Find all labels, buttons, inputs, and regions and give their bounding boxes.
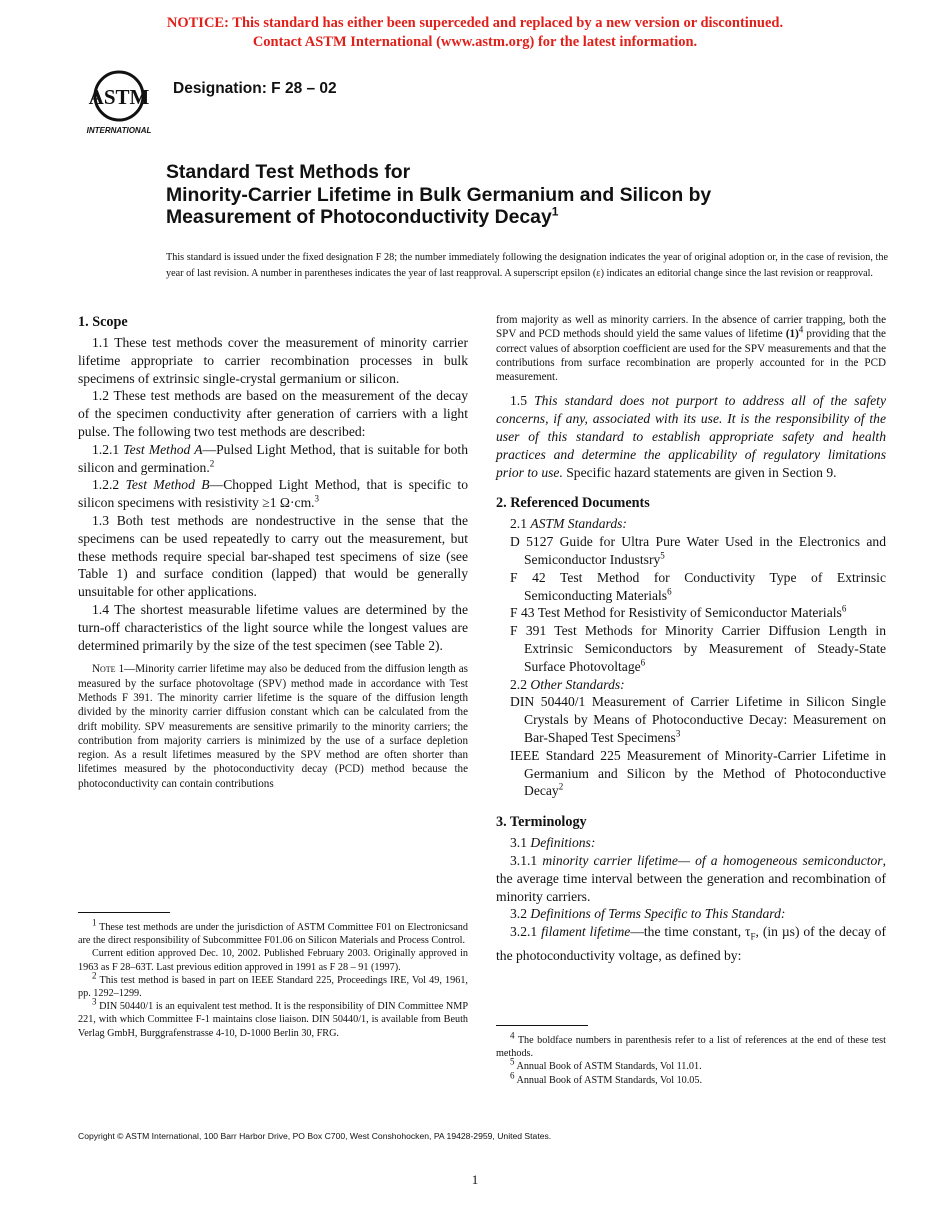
para-2-2 bbox=[496, 676, 886, 694]
logo-text: ASTM bbox=[88, 85, 150, 109]
ref-d5127-fn: 5 bbox=[660, 550, 665, 561]
footnote-6-text: Annual Book of ASTM Standards, Vol 10.05. bbox=[516, 1074, 703, 1086]
note-1-continued bbox=[496, 313, 886, 384]
footnote-2-mark: 2 bbox=[92, 970, 97, 981]
para-3-1 bbox=[496, 834, 886, 852]
ref-f42-text: F 42 Test Method for Conductivity Type of Extrinsic Semiconducting Materials bbox=[510, 569, 886, 603]
para-3-2-1-text-b: , (in µs) of the decay of the photoconductivity voltage, as defined by: bbox=[496, 924, 886, 963]
note-cont-ref: (1) bbox=[785, 328, 799, 341]
footnote-6-mark: 6 bbox=[510, 1070, 515, 1081]
ref-f391-text: F 391 Test Methods for Minority Carrier Diffusion Length in Extrinsic Semiconductors by Measurement of Steady-State Surface Photovoltage bbox=[510, 623, 886, 674]
ref-f43 bbox=[496, 604, 886, 622]
para-1-2: 1.2 These test methods are based on the measurement of the decay of the specimen conductivity after generation of carriers with a light pulse. The following two test methods are described: bbox=[78, 388, 468, 439]
footnote-4-text: The boldface numbers in parenthesis refer to a list of references at the end of these test methods. bbox=[496, 1035, 886, 1060]
para-1-3: 1.3 Both test methods are nondestructive in the sense that the specimens can be used repeatedly to carry out the measurement, but these methods require special bar-shaped test specimens of size (see Table 1) and surface condition (lapped) that would be generally unsuitable for other applications. bbox=[78, 512, 468, 600]
para-1-2-2-label: Test Method B bbox=[125, 477, 210, 493]
para-1-2-2-num: 1.2.2 bbox=[92, 477, 120, 493]
footnotes-left bbox=[78, 917, 469, 1040]
footnote-6 bbox=[496, 1070, 886, 1087]
footnote-3-mark: 3 bbox=[92, 996, 97, 1007]
left-column bbox=[78, 313, 468, 791]
para-3-1-num: 3.1 bbox=[510, 835, 527, 851]
para-3-2-1-text-a: —the time constant, τ bbox=[630, 924, 751, 940]
note-1 bbox=[78, 662, 468, 791]
note-1-label: Note bbox=[92, 663, 116, 676]
ref-d5127 bbox=[496, 533, 886, 569]
footnote-3-text: DIN 50440/1 is an equivalent test method. It is the responsibility of DIN Committee NMP 221, with which Committee F-1 maintains close liaison. DIN 50440/1, is available from Beuth Verlag GmbH, Burggrafenstrasse 4-10, D-1000 Berlin 30, FRG. bbox=[78, 1001, 469, 1039]
ref-f42 bbox=[496, 569, 886, 605]
logo-subtext: INTERNATIONAL bbox=[86, 126, 152, 135]
note-cont-fn: 4 bbox=[798, 324, 804, 335]
para-1-2-2 bbox=[78, 476, 468, 512]
para-3-2 bbox=[496, 905, 886, 923]
footnote-rule-left bbox=[78, 912, 170, 913]
footnote-1-cont: Current edition approved Dec. 10, 2002. Published February 2003. Originally approved in 1963 as F 28–63T. Last previous edition approved in 1991 as F 28 – 91 (1997). bbox=[78, 948, 468, 973]
para-1-5-rest: Specific hazard statements are given in Section 9. bbox=[562, 464, 837, 480]
document-title bbox=[166, 161, 866, 229]
title-line-3 bbox=[166, 206, 866, 229]
page-number: 1 bbox=[471, 1172, 479, 1187]
para-2-2-num: 2.2 bbox=[510, 676, 527, 692]
astm-logo-mark bbox=[80, 70, 158, 136]
title-line-1: Standard Test Methods for bbox=[166, 161, 411, 183]
designation: Designation: F 28 – 02 bbox=[173, 80, 337, 97]
section-2-heading: 2. Referenced Documents bbox=[496, 495, 650, 512]
ref-f43-text: F 43 Test Method for Resistivity of Semiconductor Materials bbox=[510, 605, 842, 621]
footnote-1-text: These test methods are under the jurisdiction of ASTM Committee F01 on Electronicsand are the direct responsibility of Subcommittee F01.06 on Silicon Materials and Process Control. bbox=[78, 922, 468, 947]
footnote-rule-right bbox=[496, 1025, 588, 1026]
title-line-2: Minority-Carrier Lifetime in Bulk Germanium and Silicon by bbox=[166, 183, 712, 206]
para-3-2-1-term: filament lifetime bbox=[541, 924, 631, 940]
para-3-2-1 bbox=[496, 923, 886, 964]
copyright-line: Copyright © ASTM International, 100 Barr Harbor Drive, PO Box C700, West Conshohocken, PA 19428-2959, United States. bbox=[78, 1131, 552, 1141]
footnote-2-text: This test method is based in part on IEEE Standard 225, Proceedings IRE, Vol 49, 1961, pp. 1292–1299. bbox=[78, 974, 468, 1000]
ref-ieee bbox=[496, 747, 886, 800]
issuance-statement: This standard is issued under the fixed designation F 28; the number immediately following the designation indicates the year of original adoption or, in the case of revision, the year of last revision. A number in parentheses indicates the year of last reapproval. A superscript epsilon (ε) indicates an editorial change since the last revision or reapproval. bbox=[166, 252, 888, 279]
footnote-4-mark: 4 bbox=[510, 1030, 515, 1041]
para-1-2-1-num: 1.2.1 bbox=[92, 441, 120, 457]
para-3-2-1-sub: F bbox=[750, 931, 756, 942]
ref-din-text: DIN 50440/1 Measurement of Carrier Lifetime in Silicon Single Crystals by Means of Photoconductive Decay: Measurement on Bar-Shaped Test Specimens bbox=[510, 694, 886, 746]
ref-f391-fn: 6 bbox=[640, 657, 646, 668]
astm-logo bbox=[80, 70, 158, 136]
para-1-2-1-fn: 2 bbox=[209, 458, 215, 469]
ref-din-fn: 3 bbox=[675, 728, 681, 739]
para-1-5-num: 1.5 bbox=[510, 393, 527, 409]
para-3-2-label: Definitions of Terms Specific to This Standard: bbox=[530, 906, 786, 922]
footnote-5 bbox=[496, 1057, 886, 1073]
para-3-1-1-num: 3.1.1 bbox=[510, 853, 538, 869]
note-1-text: 1—Minority carrier lifetime may also be deduced from the diffusion length as measured by the surface photovoltage (SPV) method made in accordance with Test Methods F 391. The minority carrier lifetime is the square of the diffusion length divided by the minority carrier diffusion constant which can be calculated from the drift mobility. SPV measurements are sensitive primarily to the minority carriers; the contribution from majority carriers is minimized by the use of a surface depletion region. As a result lifetimes measured by the SPV method are often shorter than lifetimes measured by the photoconductivity decay (PCD) method because the photoconductivity can contain contributions bbox=[78, 663, 468, 790]
notice-line-2: Contact ASTM International (www.astm.org) for the latest information. bbox=[252, 34, 698, 50]
footnote-5-text: Annual Book of ASTM Standards, Vol 11.01. bbox=[516, 1061, 702, 1073]
footnote-5-mark: 5 bbox=[510, 1057, 515, 1068]
para-3-2-num: 3.2 bbox=[510, 906, 527, 922]
para-3-1-label: Definitions: bbox=[530, 835, 596, 851]
ref-ieee-fn: 2 bbox=[558, 781, 564, 792]
notice-banner bbox=[0, 14, 950, 52]
para-3-1-1-term: minority carrier lifetime— of a homogeneous semiconductor bbox=[542, 853, 883, 869]
ref-d5127-text: D 5127 Guide for Ultra Pure Water Used in the Electronics and Semiconductor Industsry bbox=[510, 534, 886, 568]
para-3-2-1-num: 3.2.1 bbox=[510, 924, 538, 940]
ref-f391 bbox=[496, 622, 886, 675]
footnote-1-mark: 1 bbox=[92, 917, 97, 928]
note-cont-a: from majority as well as minority carriers. In the absence of carrier trapping, both the SPV and PCD methods should yield the same values of lifetime bbox=[496, 314, 886, 341]
footnote-1 bbox=[78, 917, 468, 947]
ref-din bbox=[496, 693, 886, 746]
notice-line-1: NOTICE: This standard has either been superceded and replaced by a new version or discontinued. bbox=[166, 15, 784, 31]
para-2-1-label: ASTM Standards: bbox=[530, 516, 627, 532]
ref-f43-fn: 6 bbox=[841, 603, 847, 614]
note-cont-b: providing that the correct values of absorption coefficient are used for the SPV measurements and that the contributions from surface recombination are properly accounted for in the PCD measurement. bbox=[496, 328, 886, 384]
para-3-1-1 bbox=[496, 852, 886, 905]
title-footnote-mark: 1 bbox=[551, 204, 559, 219]
para-1-1: 1.1 These test methods cover the measurement of minority carrier lifetime appropriate to carrier recombination processes in bulk specimens of extrinsic single-crystal germanium or silicon. bbox=[78, 335, 468, 386]
footnotes-right bbox=[496, 1030, 886, 1087]
footnote-3 bbox=[78, 996, 469, 1040]
footnote-4 bbox=[496, 1030, 886, 1060]
section-1-heading: 1. Scope bbox=[78, 314, 128, 330]
para-1-2-1-label: Test Method A bbox=[123, 441, 203, 457]
right-column bbox=[496, 313, 886, 965]
para-1-2-2-fn: 3 bbox=[314, 493, 320, 504]
ref-f42-fn: 6 bbox=[667, 586, 672, 597]
para-1-2-1 bbox=[78, 441, 468, 477]
para-1-2-1-text: —Pulsed Light Method, that is suitable for both silicon and germination. bbox=[78, 441, 468, 475]
para-2-2-label: Other Standards: bbox=[530, 676, 625, 692]
para-1-5-italic: This standard does not purport to address all of the safety concerns, if any, associated with its use. It is the responsibility of the user of this standard to establish appropriate safety and health practices and determine the applicability of regulatory limitations prior to use. bbox=[496, 393, 886, 480]
ref-ieee-text: IEEE Standard 225 Measurement of Minority-Carrier Lifetime in Germanium and Silicon by the Method of Photoconductive Decay bbox=[510, 747, 886, 799]
para-1-5 bbox=[496, 392, 886, 481]
para-1-2-2-text: —Chopped Light Method, that is specific to silicon specimens with resistivity ≥1 Ω·cm. bbox=[78, 477, 468, 511]
para-3-1-1-text: , the average time interval between the generation and recombination of minority carriers. bbox=[496, 853, 886, 904]
para-2-1 bbox=[496, 515, 886, 533]
title-line-3-text: Measurement of Photoconductivity Decay bbox=[166, 206, 552, 228]
para-1-4: 1.4 The shortest measurable lifetime values are determined by the turn-off characteristics of the light source while the longest values are determined primarily by the size of the test specimen (see Table 2). bbox=[78, 601, 468, 653]
section-3-heading: 3. Terminology bbox=[496, 814, 587, 831]
footnote-2 bbox=[78, 970, 468, 1000]
para-2-1-num: 2.1 bbox=[510, 516, 527, 532]
